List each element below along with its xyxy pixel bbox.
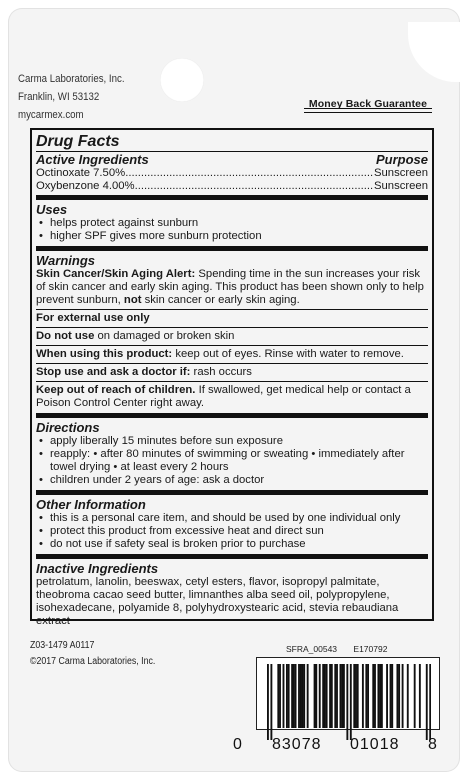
drug-facts-panel	[30, 128, 434, 627]
barcode-bar	[350, 664, 352, 740]
barcode-bar	[298, 664, 300, 728]
uses-section	[36, 200, 428, 251]
barcode-bar	[300, 664, 302, 728]
barcode-bar	[286, 664, 288, 728]
barcode-bar	[429, 664, 431, 740]
external-use-label: For external use only	[36, 312, 150, 324]
lot-block	[30, 638, 155, 670]
do-not-use-label: Do not use	[36, 330, 95, 342]
active-name: Octinoxate 7.50%	[36, 167, 126, 179]
barcode-bar	[357, 664, 359, 728]
skin-alert-text: Spending time in the sun increases your risk of skin cancer and early skin aging. This product has been shown only to help prevent sunburn,	[36, 268, 424, 306]
when-using-text: keep out of eyes. Rinse with water to remove.	[172, 348, 404, 360]
hang-hole	[160, 58, 204, 102]
do-not-use-text: on damaged or broken skin	[94, 330, 235, 342]
company-block	[18, 70, 125, 124]
barcode-bar	[419, 664, 421, 728]
list-item: • this is a personal care item, and should be used by one individual only	[36, 512, 428, 525]
active-purpose: Sunscreen	[373, 167, 428, 179]
barcode-bar	[270, 664, 272, 740]
skin-alert-label: Skin Cancer/Skin Aging Alert:	[36, 268, 196, 280]
barcode-bar	[414, 664, 416, 728]
list-item: • children under 2 years of age: ask a doctor	[36, 474, 428, 487]
lot-code: Z03-1479 A0117	[30, 640, 95, 651]
uses-header: Uses	[36, 202, 68, 217]
barcode-bar	[319, 664, 321, 728]
barcode-bar	[379, 664, 381, 728]
barcode-bars	[267, 664, 431, 740]
barcode-bar	[279, 664, 281, 728]
barcode-bar	[341, 664, 343, 728]
barcode-bar	[390, 664, 392, 728]
barcode-bar	[329, 664, 331, 728]
barcode-bar	[386, 664, 388, 728]
barcode-bar	[426, 664, 428, 740]
warnings-section	[36, 251, 428, 418]
active-name: Oxybenzone 4.00%	[36, 180, 135, 192]
barcode-bar	[277, 664, 279, 728]
barcode-bar	[334, 664, 336, 728]
barcode-bar	[291, 664, 293, 728]
barcode-right-digit: 8	[428, 736, 437, 753]
active-row	[36, 180, 428, 195]
skin-cancer-alert	[36, 268, 428, 310]
barcode-bar	[398, 664, 400, 728]
barcode-group-2: 01018	[350, 736, 400, 753]
list-item: • do not use if safety seal is broken prior to purchase	[36, 538, 428, 551]
money-back-guarantee: Money Back Guarantee	[304, 98, 432, 113]
barcode-bar	[346, 664, 348, 740]
stop-use-label: Stop use and ask a doctor if:	[36, 366, 191, 378]
keep-out-label: Keep out of reach of children.	[36, 384, 196, 396]
barcode-bar	[314, 664, 316, 728]
list-item: • reapply: • after 80 minutes of swimming or sweating • immediately after towel drying • at least every 2 hours	[36, 448, 428, 474]
company-website: mycarmex.com	[18, 109, 84, 121]
barcode-bar	[324, 664, 326, 728]
barcode-bar	[322, 664, 324, 728]
barcode	[256, 657, 440, 730]
barcode-bar	[365, 664, 367, 728]
active-ingredients-header: Active Ingredients	[36, 152, 149, 167]
barcode-bar	[396, 664, 398, 728]
barcode-bar	[336, 664, 338, 728]
drug-facts-title: Drug Facts	[36, 133, 120, 150]
active-purpose: Sunscreen	[373, 180, 428, 192]
barcode-bar	[293, 664, 295, 728]
barcode-group-1: 83078	[272, 736, 322, 753]
skin-alert-text-end: skin cancer or early skin aging.	[141, 294, 300, 306]
copyright: ©2017 Carma Laboratories, Inc.	[30, 656, 156, 667]
barcode-bar	[353, 664, 355, 728]
barcode-bar	[362, 664, 364, 728]
barcode-bar	[326, 664, 328, 728]
barcode-bar	[267, 664, 269, 740]
barcode-bar	[374, 664, 376, 728]
barcode-bar	[402, 664, 404, 728]
barcode-bar	[288, 664, 290, 728]
actives-section	[36, 130, 428, 200]
list-item: • higher SPF gives more sunburn protection	[36, 230, 428, 243]
barcode-bar	[372, 664, 374, 728]
barcode-bar	[367, 664, 369, 728]
directions-section	[36, 418, 428, 495]
other-information-header: Other Information	[36, 497, 146, 512]
keep-out-text: If swallowed, get medical help or contact a Poison Control Center right away.	[36, 384, 411, 409]
list-item: • apply liberally 15 minutes before sun exposure	[36, 435, 428, 448]
list-item: • helps protect against sunburn	[36, 217, 428, 230]
skin-alert-not: not	[123, 294, 142, 306]
barcode-bar	[340, 664, 342, 728]
barcode-left-digit: 0	[233, 736, 242, 753]
stop-use-text: rash occurs	[190, 366, 252, 378]
corner-notch	[408, 22, 460, 82]
barcode-bar	[407, 664, 409, 728]
barcode-bar	[283, 664, 285, 728]
barcode-bar	[302, 664, 304, 728]
barcode-bar	[303, 664, 305, 728]
barcode-bar	[391, 664, 393, 728]
sku-line: SFRA_00543 E170792	[286, 644, 388, 654]
inactive-ingredients-text: petrolatum, lanolin, beeswax, cetyl esters, flavor, isopropyl palmitate, theobroma cacao seed butter, limnanthes alba seed oil, polypropylene, isohexadecane, polyamide 8, polyhydroxystearic acid, stevia rebaudiana extract	[36, 576, 399, 627]
inactive-ingredients-section	[36, 559, 428, 631]
barcode-bar	[343, 664, 345, 728]
barcode-bar	[355, 664, 357, 728]
barcode-bar	[295, 664, 297, 728]
barcode-bar	[315, 664, 317, 728]
when-using-label: When using this product:	[36, 348, 173, 360]
active-row	[36, 167, 428, 180]
inactive-ingredients-header: Inactive Ingredients	[36, 561, 159, 576]
barcode-bar	[381, 664, 383, 728]
list-item: • protect this product from excessive heat and direct sun	[36, 525, 428, 538]
company-city: Franklin, WI 53132	[18, 91, 100, 103]
directions-header: Directions	[36, 420, 100, 435]
barcode-bar	[377, 664, 379, 728]
barcode-bar	[331, 664, 333, 728]
company-name: Carma Laboratories, Inc.	[18, 73, 125, 85]
barcode-bar	[307, 664, 309, 728]
purpose-header: Purpose	[375, 152, 428, 167]
other-information-section	[36, 495, 428, 559]
warnings-header: Warnings	[36, 253, 95, 268]
